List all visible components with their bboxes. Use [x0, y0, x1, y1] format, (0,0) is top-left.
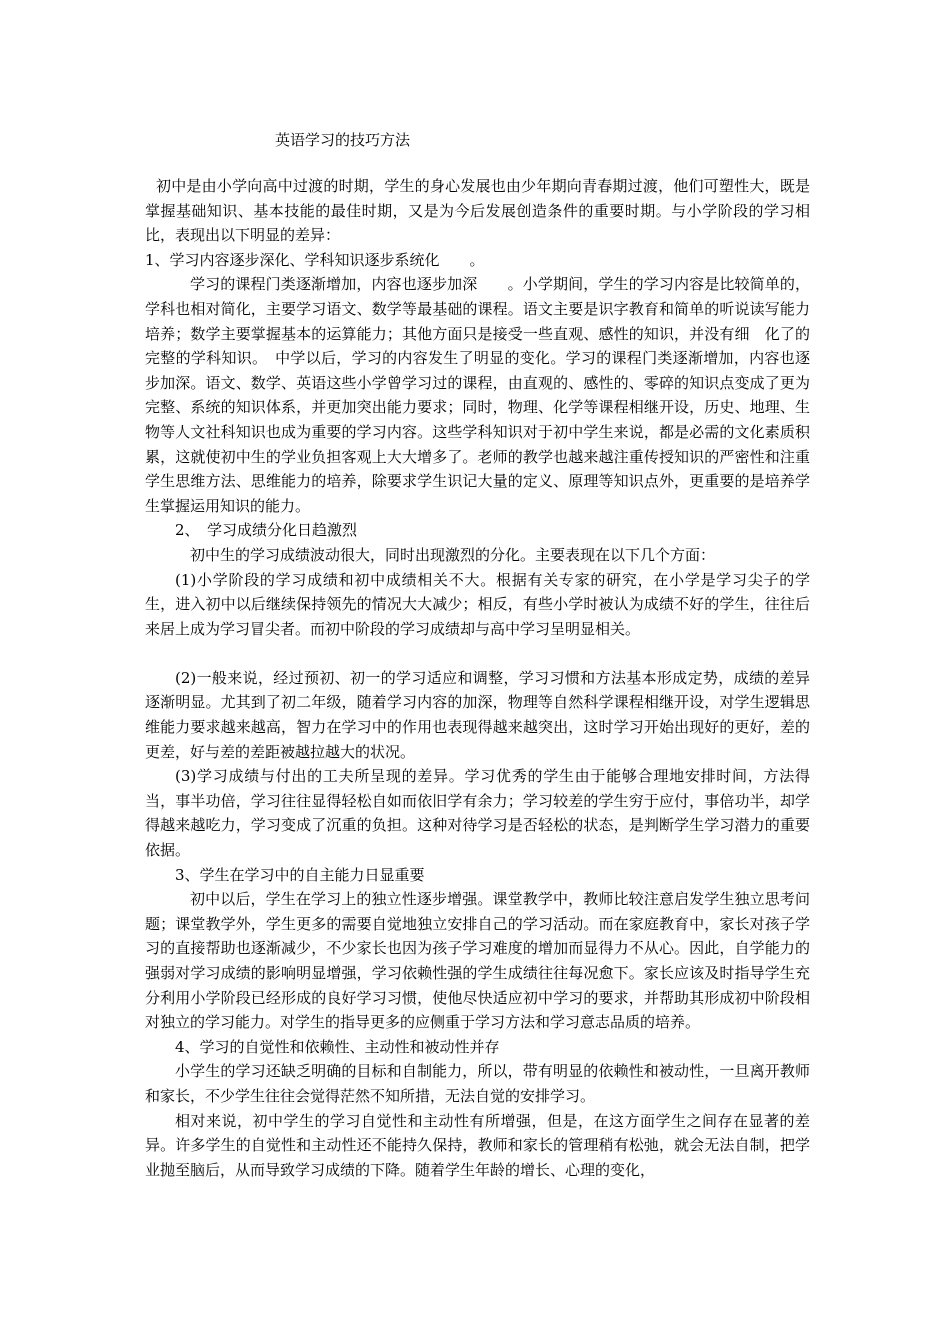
- section-heading-2: 2、 学习成绩分化日趋激烈: [175, 521, 358, 540]
- section-2-point-2: (2)一般来说，经过预初、初一的学习适应和调整，学习习惯和方法基本形成定势，成绩的差异逐渐明显。尤其到了初二年级，随着学习内容的加深，物理等自然科学课程相继开设，对学生逻辑思维能力要求越来越高，智力在学习中的作用也表现得越来越突出，这时学习开始出现好的更好，差的更差，好与差的差距被越拉越大的状况。: [145, 668, 810, 761]
- document-body: [145, 174, 810, 1182]
- section-2-paragraph: 初中生的学习成绩波动很大，同时出现激烈的分化。主要表现在以下几个方面：: [190, 545, 716, 564]
- intro-paragraph: 初中是由小学向高中过渡的时期，学生的身心发展也由少年期向青春期过渡，他们可塑性大，既是掌握基础知识、基本技能的最佳时期，又是为今后发展创造条件的重要时期。与小学阶段的学习相比，表现出以下明显的差异：: [145, 177, 810, 245]
- document-title: 英语学习的技巧方法: [275, 131, 411, 149]
- section-3-paragraph: 初中以后，学生在学习上的独立性逐步增强。课堂教学中，教师比较注意启发学生独立思考问题；课堂教学外，学生更多的需要自觉地独立安排自己的学习活动。而在家庭教育中，家长对孩子学习的直接帮助也逐渐减少，不少家长也因为孩子学习难度的增加而显得力不从心。因此，自学能力的强弱对学习成绩的影响明显增强，学习依赖性强的学生成绩往往每况愈下。家长应该及时指导学生充分利用小学阶段已经形成的良好学习习惯，使他尽快适应初中学习的要求，并帮助其形成初中阶段相对独立的学习能力。对学生的指导更多的应侧重于学习方法和学习意志品质的培养。: [145, 890, 810, 1032]
- blank-line: [145, 641, 810, 666]
- section-4-paragraph-1: 小学生的学习还缺乏明确的目标和自制能力，所以，带有明显的依赖性和被动性，一旦离开教师和家长，不少学生往往会觉得茫然不知所措，无法自觉的安排学习。: [145, 1062, 810, 1105]
- section-4-paragraph-2: 相对来说，初中学生的学习自觉性和主动性有所增强，但是，在这方面学生之间存在显著的差异。许多学生的自觉性和主动性还不能持久保持，教师和家长的管理稍有松弛，就会无法自制，把学业抛至脑后，从而导致学习成绩的下降。随着学生年龄的增长、心理的变化，: [145, 1111, 810, 1179]
- section-2-point-1: (1)小学阶段的学习成绩和初中成绩相关不大。根据有关专家的研究，在小学是学习尖子的学生，进入初中以后继续保持领先的情况大大减少；相反，有些小学时被认为成绩不好的学生，往往后来居上成为学习冒尖者。而初中阶段的学习成绩却与高中学习呈明显相关。: [145, 570, 810, 638]
- section-2-point-3: (3)学习成绩与付出的工夫所呈现的差异。学习优秀的学生由于能够合理地安排时间，方法得当，事半功倍，学习往往显得轻松自如而依旧学有余力；学习较差的学生穷于应付，事倍功半，却学得越来越吃力，学习变成了沉重的负担。这种对待学习是否轻松的状态，是判断学生学习潜力的重要依据。: [145, 767, 810, 860]
- section-heading-1: 1、学习内容逐步深化、学科知识逐步系统化 。: [145, 250, 485, 269]
- section-heading-3: 3、学生在学习中的自主能力日显重要: [175, 865, 425, 884]
- section-heading-4: 4、学习的自觉性和依赖性、主动性和被动性并存: [175, 1037, 500, 1056]
- section-1-paragraph: 学习的课程门类逐渐增加，内容也逐步加深 。小学期间，学生的学习内容是比较简单的，学科也相对简化，主要学习语文、数学等最基础的课程。语文主要是识字教育和简单的听说读写能力培养；数学主要掌握基本的运算能力；其他方面只是接受一些直观、感性的知识，并没有细 化了的完整的学科知识。 中学以后，学习的内容发生了明显的变化。学习的课程门类逐渐增加，内容也逐步加深。语文、数学、英语这些小学曾学习过的课程，由直观的、感性的、零碎的知识点变成了更为完整、系统的知识体系，并更加突出能力要求；同时，物理、化学等课程相继开设，历史、地理、生物等人文社科知识也成为重要的学习内容。这些学科知识对于初中学生来说，都是必需的文化素质积累，这就使初中生的学业负担客观上大大增多了。老师的教学也越来越注重传授知识的严密性和注重学生思维方法、思维能力的培养，除要求学生识记大量的定义、原理等知识点外，更重要的是培养学生掌握运用知识的能力。: [145, 275, 810, 515]
